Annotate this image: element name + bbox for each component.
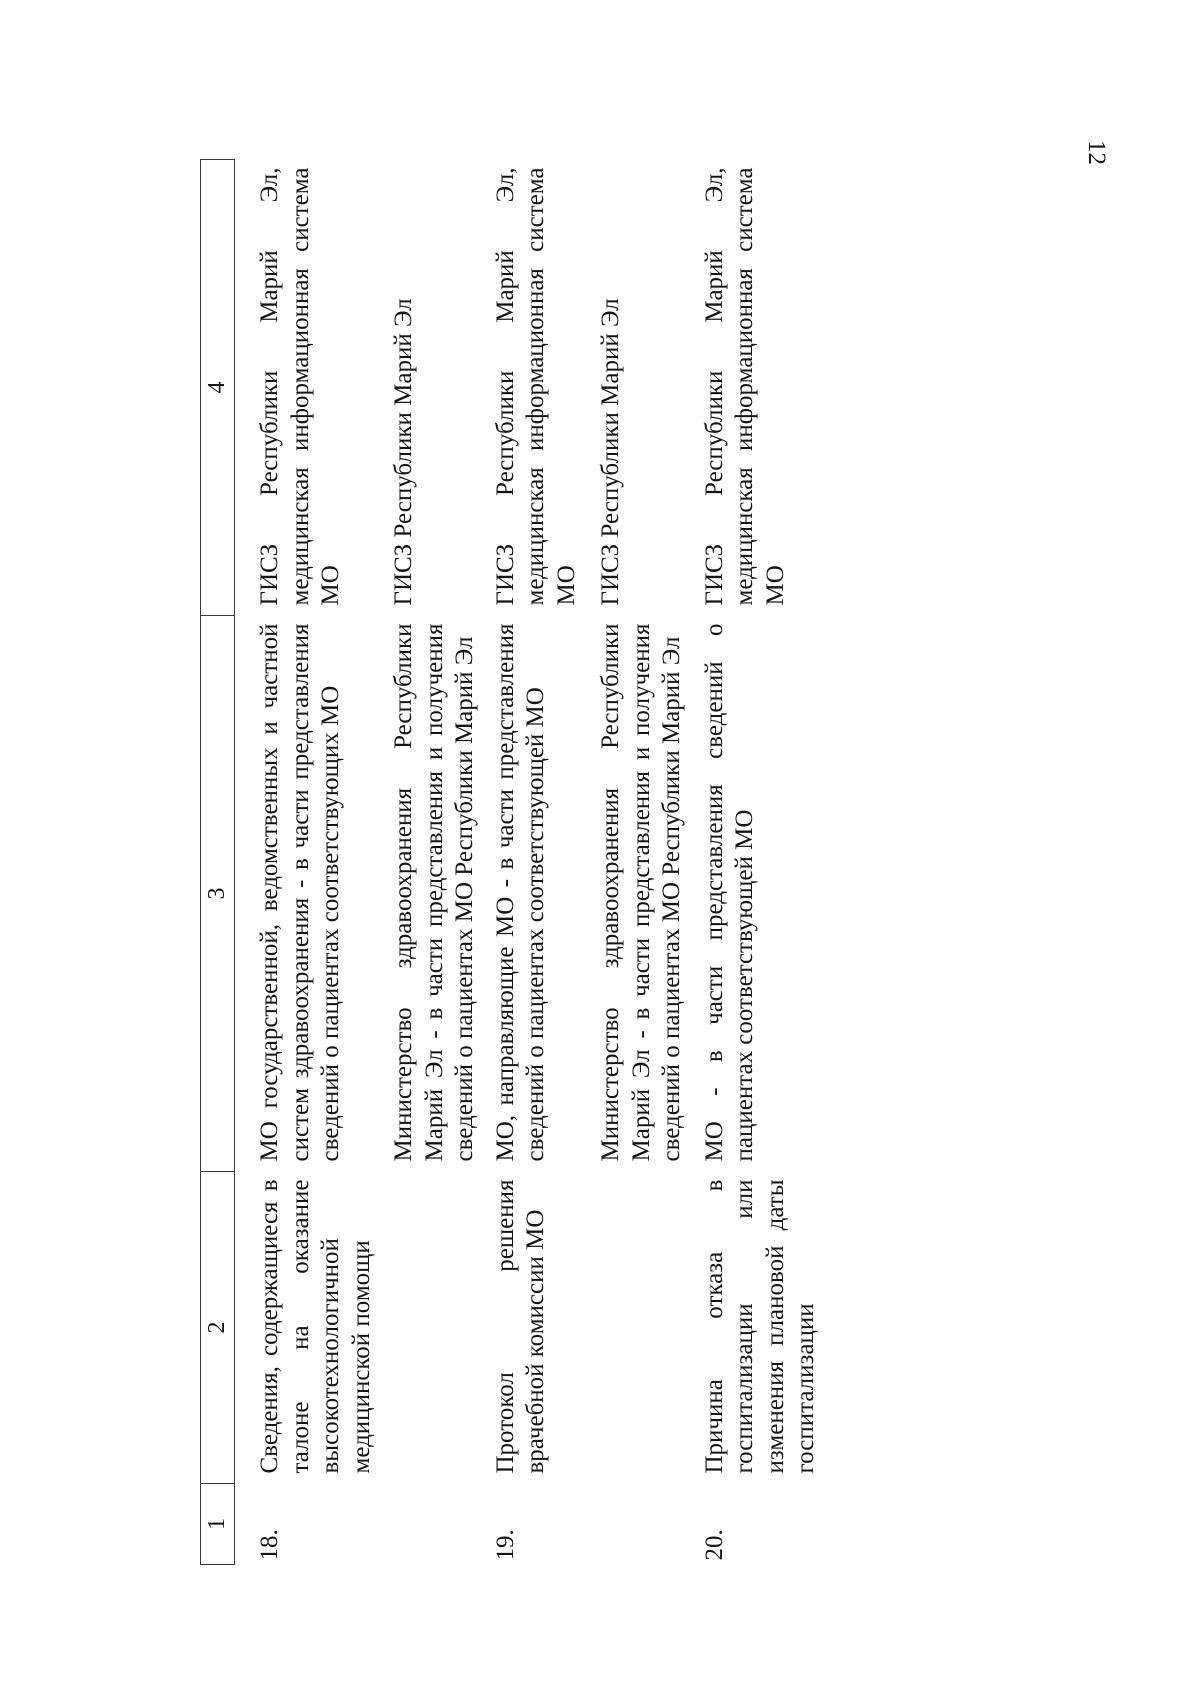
system-cell — [377, 160, 481, 616]
table-container — [200, 160, 822, 1565]
info-name: Протокол решения врачебной комиссии МО — [491, 1179, 549, 1474]
participants-cell — [481, 616, 583, 1172]
system-cell — [688, 160, 822, 616]
participants: МО государственной, ведомственных и частной систем здравоохранения - в части представления сведений о пациентах соответствующих МО — [256, 623, 344, 1162]
participants-cell — [377, 616, 481, 1172]
system: ГИСЗ Республики Марий Эл, медицинская информационная система МО — [256, 167, 344, 606]
system: ГИСЗ Республики Марий Эл, медицинская информационная система МО — [491, 167, 580, 606]
info-name-cell — [582, 1172, 688, 1484]
header-col-3: 3 — [201, 616, 235, 1172]
row-number-cell — [688, 1484, 822, 1565]
table-row — [582, 160, 688, 1565]
system-cell — [235, 160, 378, 616]
row-number: 20. — [700, 1529, 728, 1561]
header-col-2: 2 — [201, 1172, 235, 1484]
system-cell — [582, 160, 688, 616]
header-col-4: 4 — [201, 160, 235, 616]
info-name: Причина отказа в госпитализации или изменения плановой даты госпитализации — [700, 1179, 819, 1474]
table-row — [688, 160, 822, 1565]
header-col-1: 1 — [201, 1484, 235, 1565]
participants: Министерство здравоохранения Республики Марий Эл - в части представления и получения сведений о пациентах МО Республики Марий Эл — [597, 623, 685, 1162]
row-number-cell — [377, 1484, 481, 1565]
participants: МО, направляющие МО - в части представления сведений о пациентах соответствующей МО — [491, 623, 549, 1162]
page-number: 12 — [1083, 140, 1110, 165]
table-row — [235, 160, 378, 1565]
participants-cell — [688, 616, 822, 1172]
row-number-cell — [582, 1484, 688, 1565]
row-number: 19. — [491, 1529, 519, 1561]
participants-cell — [235, 616, 378, 1172]
table-header-row — [201, 160, 235, 1565]
participants-cell — [582, 616, 688, 1172]
system: ГИСЗ Республики Марий Эл, медицинская информационная система МО — [700, 167, 789, 606]
row-number-cell — [235, 1484, 378, 1565]
row-number-cell — [481, 1484, 583, 1565]
info-name: Сведения, содержащиеся в талоне на оказание высокотехнологичной медицинской помощи — [256, 1179, 375, 1474]
system: ГИСЗ Республики Марий Эл — [597, 298, 624, 606]
info-name-cell — [688, 1172, 822, 1484]
system-cell — [481, 160, 583, 616]
row-number: 18. — [256, 1529, 283, 1561]
info-name-cell — [235, 1172, 378, 1484]
table-row — [377, 160, 481, 1565]
system: ГИСЗ Республики Марий Эл — [390, 298, 417, 606]
table-row — [481, 160, 583, 1565]
participants: Министерство здравоохранения Республики Марий Эл - в части представления и получения сведений о пациентах МО Республики Марий Эл — [390, 623, 478, 1162]
info-name-cell — [481, 1172, 583, 1484]
participants: МО - в части представления сведений о пациентах соответствующей МО — [700, 623, 758, 1162]
data-table — [200, 159, 822, 1565]
info-name-cell — [377, 1172, 481, 1484]
